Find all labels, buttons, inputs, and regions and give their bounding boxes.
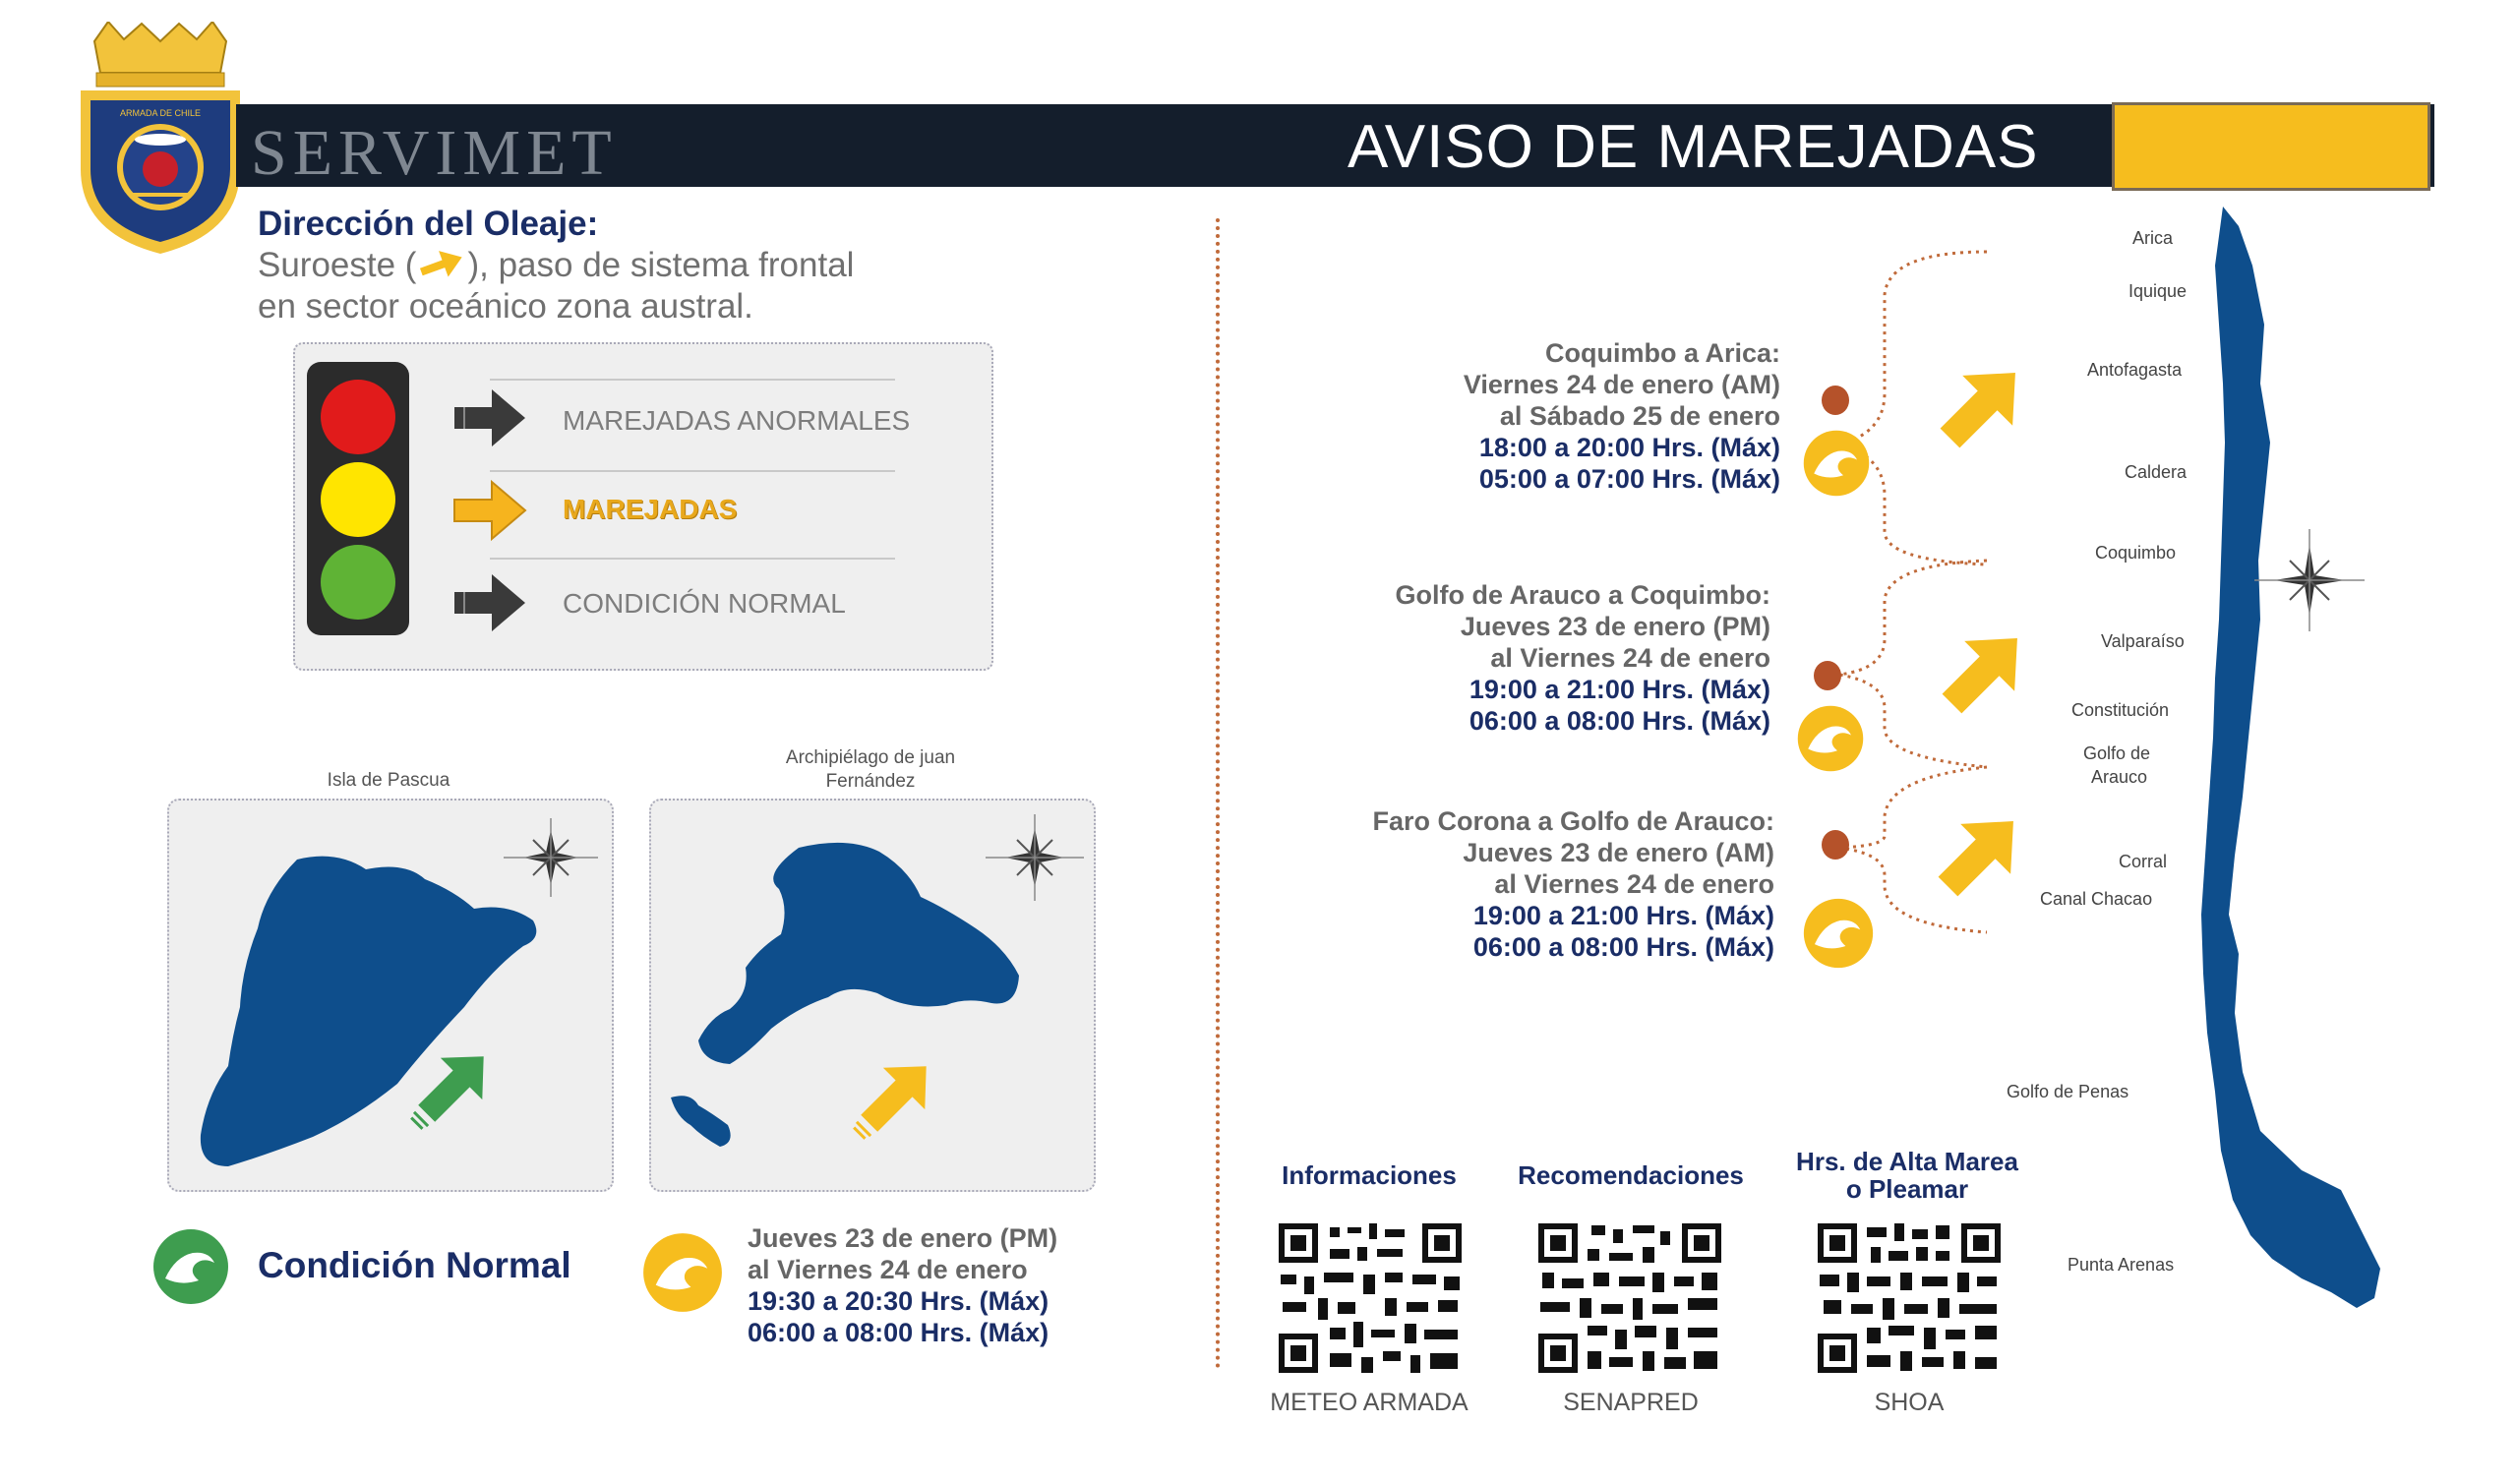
qr-heading-recommendations: Recomendaciones (1518, 1160, 1744, 1190)
compass-icon (2254, 529, 2365, 631)
qr-code-meteo[interactable] (1275, 1219, 1466, 1377)
yellow-wave-icon (641, 1231, 724, 1314)
yellow-direction-arrow-icon (1926, 801, 2034, 909)
qr-code-senapred[interactable] (1534, 1219, 1725, 1377)
qr-footer-meteo: METEO ARMADA (1270, 1389, 1469, 1416)
legend-label-marejadas: MAREJADAS (563, 494, 738, 524)
zone3-date2: al Viernes 24 de enero (1494, 869, 1774, 899)
zone2-marker (1814, 661, 1841, 690)
zone3-time1: 19:00 a 21:00 Hrs. (Máx) (1472, 901, 1774, 930)
yellow-direction-arrow-icon (1928, 352, 2036, 460)
zone2-date2: al Viernes 24 de enero (1490, 643, 1770, 673)
map-label-arauco: Arauco (2091, 767, 2148, 787)
map-label-constitucion: Constitución (2071, 700, 2170, 720)
legend-label-abnormal: MAREJADAS ANORMALES (563, 405, 911, 436)
qr-footer-shoa: SHOA (1874, 1389, 1945, 1416)
jf-time-line2: 06:00 a 08:00 Hrs. (Máx) (748, 1318, 1049, 1347)
map-label-canal-chacao: Canal Chacao (2040, 889, 2153, 909)
navy-crest-logo (73, 22, 248, 258)
brand-name: SERVIMET (251, 117, 618, 189)
legend-divider (490, 379, 895, 381)
map-label-caldera: Caldera (2125, 462, 2188, 482)
zone3-date1: Jueves 23 de enero (AM) (1463, 838, 1774, 867)
map-label-punta-arenas: Punta Arenas (2068, 1255, 2175, 1275)
pascua-panel (167, 799, 614, 1192)
jf-date-line2: al Viernes 24 de enero (748, 1255, 1028, 1284)
yellow-arrow-icon (450, 478, 529, 543)
zone1-title: Coquimbo a Arica: (1544, 338, 1780, 368)
chile-map (2134, 207, 2469, 1367)
yellow-swell-arrow-icon (839, 1045, 947, 1154)
jf-title-line1: Archipiélago de juan (785, 747, 956, 768)
map-label-iquique: Iquique (2128, 281, 2188, 301)
map-label-coquimbo: Coquimbo (2095, 543, 2177, 563)
wave-direction-line1: Suroeste ( ), paso de sistema frontal (258, 246, 855, 284)
southwest-arrow-icon (416, 247, 467, 282)
qr-footer-senapred: SENAPRED (1563, 1389, 1699, 1416)
qr-code-shoa[interactable] (1814, 1219, 2005, 1377)
traffic-light (307, 362, 409, 635)
green-light (321, 545, 395, 620)
zone3-time2: 06:00 a 08:00 Hrs. (Máx) (1472, 932, 1774, 962)
wave-direction-line2: en sector oceánico zona austral. (258, 287, 753, 326)
yellow-direction-arrow-icon (1930, 618, 2038, 726)
map-label-antofagasta: Antofagasta (2087, 360, 2183, 380)
yellow-wave-icon (1802, 429, 1871, 498)
zone1-date1: Viernes 24 de enero (AM) (1463, 370, 1780, 399)
yellow-light (321, 462, 395, 537)
zone1-date2: al Sábado 25 de enero (1499, 401, 1780, 431)
compass-icon (986, 814, 1084, 901)
svg-text:ARMADA DE CHILE: ARMADA DE CHILE (119, 108, 202, 118)
jf-map (651, 801, 1094, 1190)
yellow-wave-icon (1796, 704, 1865, 773)
qr-heading-info: Informaciones (1282, 1160, 1457, 1190)
yellow-wave-icon (1802, 897, 1875, 970)
legend-divider (490, 470, 895, 472)
compass-icon (504, 818, 598, 897)
zone2-title: Golfo de Arauco a Coquimbo: (1395, 580, 1770, 610)
map-label-golfo-de: Golfo de (2083, 743, 2151, 763)
wave-direction-heading: Dirección del Oleaje: (258, 205, 599, 243)
green-wave-icon (151, 1227, 230, 1306)
jf-time-line1: 19:30 a 20:30 Hrs. (Máx) (748, 1286, 1049, 1316)
jf-date-line1: Jueves 23 de enero (PM) (748, 1223, 1058, 1253)
map-label-golfo-de-penas: Golfo de Penas (2007, 1082, 2129, 1101)
jf-panel (649, 799, 1096, 1192)
dark-arrow-icon (450, 570, 529, 635)
zone2-date1: Jueves 23 de enero (PM) (1460, 612, 1770, 641)
pascua-map (169, 801, 612, 1190)
vertical-divider (1216, 218, 1220, 1369)
pascua-title: Isla de Pascua (327, 770, 450, 791)
qr-heading-tides-line2: o Pleamar (1845, 1174, 1969, 1204)
dark-arrow-icon (450, 386, 529, 450)
legend-label-normal: CONDICIÓN NORMAL (563, 588, 846, 619)
zone3-title: Faro Corona a Golfo de Arauco: (1372, 806, 1774, 836)
jf-title-line2: Fernández (825, 771, 916, 792)
map-label-arica: Arica (2132, 228, 2174, 248)
qr-heading-tides-line1: Hrs. de Alta Marea (1796, 1147, 2018, 1176)
map-label-corral: Corral (2119, 852, 2168, 871)
zone3-marker (1822, 830, 1849, 860)
zone1-time2: 05:00 a 07:00 Hrs. (Máx) (1478, 464, 1780, 494)
zone2-time2: 06:00 a 08:00 Hrs. (Máx) (1469, 706, 1770, 736)
red-light (321, 380, 395, 454)
alert-level-box (2112, 102, 2430, 191)
zone1-marker (1822, 386, 1849, 415)
page-title: AVISO DE MAREJADAS (1348, 113, 2039, 181)
map-label-valparaiso: Valparaíso (2101, 631, 2185, 651)
normal-condition-label: Condición Normal (258, 1245, 571, 1285)
legend-divider (490, 558, 895, 560)
zone2-time1: 19:00 a 21:00 Hrs. (Máx) (1469, 675, 1770, 704)
zone1-time1: 18:00 a 20:00 Hrs. (Máx) (1478, 433, 1780, 462)
